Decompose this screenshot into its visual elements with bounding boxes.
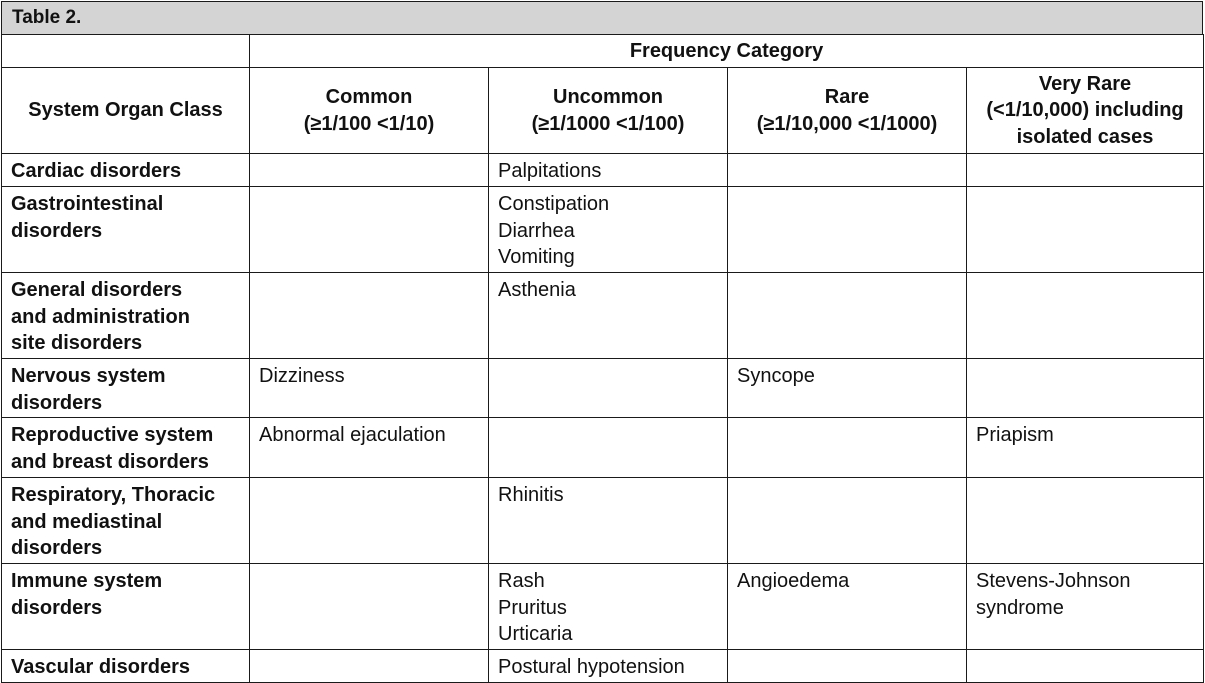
- common-cell: [250, 359, 489, 418]
- system-organ-class-header: System Organ Class: [2, 68, 250, 154]
- adverse-event-text: Rhinitis: [498, 484, 564, 506]
- adverse-event-text: Angioedema: [737, 570, 850, 592]
- uncommon-cell: [489, 478, 728, 564]
- column-header-rare: [728, 68, 967, 154]
- common-cell: [250, 418, 489, 478]
- very-rare-cell: [967, 650, 1204, 683]
- common-cell: [250, 187, 489, 273]
- column-header-range: (<1/10,000) including: [986, 99, 1184, 122]
- very-rare-cell: [967, 359, 1204, 418]
- uncommon-cell: [489, 154, 728, 187]
- system-organ-class-cell: [2, 154, 250, 187]
- adverse-event-text: Dizziness: [259, 365, 345, 387]
- system-organ-class-text: Vascular disorders: [11, 656, 190, 678]
- system-organ-class-text: Cardiac disorders: [11, 160, 182, 182]
- system-organ-class-cell: [2, 273, 250, 359]
- system-organ-class-text: and breast disorders: [11, 450, 209, 473]
- column-header-name: Very Rare: [1038, 72, 1132, 95]
- system-organ-class-text: Respiratory, Thoracic: [11, 484, 216, 506]
- table-body: [2, 154, 1204, 683]
- adverse-event-text: Postural hypotension: [498, 656, 685, 678]
- adverse-event-text: Priapism: [976, 424, 1054, 446]
- adverse-events-table: [1, 34, 1204, 683]
- adverse-event-text: syndrome: [976, 596, 1064, 619]
- common-cell: [250, 650, 489, 683]
- header-empty-cell: [2, 35, 250, 68]
- system-organ-class-text: disorders: [11, 219, 103, 242]
- adverse-event-text: Pruritus: [498, 596, 567, 619]
- system-organ-class-text: and mediastinal: [11, 510, 163, 533]
- system-organ-class-cell: [2, 359, 250, 418]
- uncommon-cell: [489, 187, 728, 273]
- table-row: [2, 187, 1204, 273]
- rare-cell: [728, 478, 967, 564]
- table-row: [2, 650, 1204, 683]
- uncommon-cell: [489, 418, 728, 478]
- system-organ-class-cell: [2, 564, 250, 650]
- adverse-event-text: Vomiting: [498, 246, 575, 268]
- adverse-event-text: Urticaria: [498, 623, 573, 645]
- rare-cell: [728, 418, 967, 478]
- system-organ-class-text: Immune system: [11, 570, 163, 592]
- system-organ-class-text: Gastrointestinal: [11, 193, 164, 215]
- system-organ-class-cell: [2, 478, 250, 564]
- rare-cell: [728, 273, 967, 359]
- column-header-name: Rare: [824, 86, 870, 108]
- very-rare-cell: [967, 418, 1204, 478]
- very-rare-cell: [967, 154, 1204, 187]
- table-row: [2, 273, 1204, 359]
- table-row: [2, 478, 1204, 564]
- frequency-header-row: [2, 35, 1204, 68]
- system-organ-class-text: disorders: [11, 391, 103, 414]
- system-organ-class-cell: [2, 187, 250, 273]
- column-header-range: (≥1/1000 <1/100): [531, 112, 685, 135]
- uncommon-cell: [489, 564, 728, 650]
- column-header-row: [2, 68, 1204, 154]
- column-header-name: Common: [325, 86, 413, 108]
- table-row: [2, 154, 1204, 187]
- very-rare-cell: [967, 478, 1204, 564]
- very-rare-cell: [967, 187, 1204, 273]
- common-cell: [250, 564, 489, 650]
- column-header-name: Uncommon: [553, 86, 663, 108]
- system-organ-class-text: site disorders: [11, 332, 143, 354]
- adverse-event-text: Palpitations: [498, 160, 602, 182]
- column-header-very-rare: [967, 68, 1204, 154]
- rare-cell: [728, 564, 967, 650]
- rare-cell: [728, 359, 967, 418]
- column-header-range: (≥1/100 <1/10): [303, 112, 435, 135]
- column-header-uncommon: [489, 68, 728, 154]
- system-organ-class-text: and administration: [11, 305, 190, 328]
- adverse-event-text: Abnormal ejaculation: [259, 424, 446, 446]
- system-organ-class-text: disorders: [11, 596, 103, 619]
- rare-cell: [728, 187, 967, 273]
- adverse-event-text: Asthenia: [498, 279, 576, 301]
- rare-cell: [728, 154, 967, 187]
- adverse-events-table-container: [1, 1, 1203, 683]
- system-organ-class-cell: [2, 418, 250, 478]
- table-row: [2, 418, 1204, 478]
- system-organ-class-text: Reproductive system: [11, 424, 214, 446]
- system-organ-class-cell: [2, 650, 250, 683]
- uncommon-cell: [489, 273, 728, 359]
- table-row: [2, 359, 1204, 418]
- uncommon-cell: [489, 650, 728, 683]
- table-row: [2, 564, 1204, 650]
- uncommon-cell: [489, 359, 728, 418]
- frequency-category-header: Frequency Category: [250, 35, 1204, 68]
- adverse-event-text: Diarrhea: [498, 219, 575, 242]
- common-cell: [250, 273, 489, 359]
- table-title: Table 2.: [1, 1, 1203, 34]
- column-header-range: (≥1/10,000 <1/1000): [756, 112, 938, 135]
- system-organ-class-text: General disorders: [11, 279, 183, 301]
- column-header-extra: isolated cases: [1016, 125, 1154, 148]
- adverse-event-text: Syncope: [737, 365, 815, 387]
- system-organ-class-text: Nervous system: [11, 365, 166, 387]
- column-header-common: [250, 68, 489, 154]
- very-rare-cell: [967, 273, 1204, 359]
- very-rare-cell: [967, 564, 1204, 650]
- common-cell: [250, 478, 489, 564]
- common-cell: [250, 154, 489, 187]
- adverse-event-text: Stevens-Johnson: [976, 570, 1131, 592]
- rare-cell: [728, 650, 967, 683]
- adverse-event-text: Constipation: [498, 193, 610, 215]
- system-organ-class-text: disorders: [11, 537, 103, 559]
- adverse-event-text: Rash: [498, 570, 545, 592]
